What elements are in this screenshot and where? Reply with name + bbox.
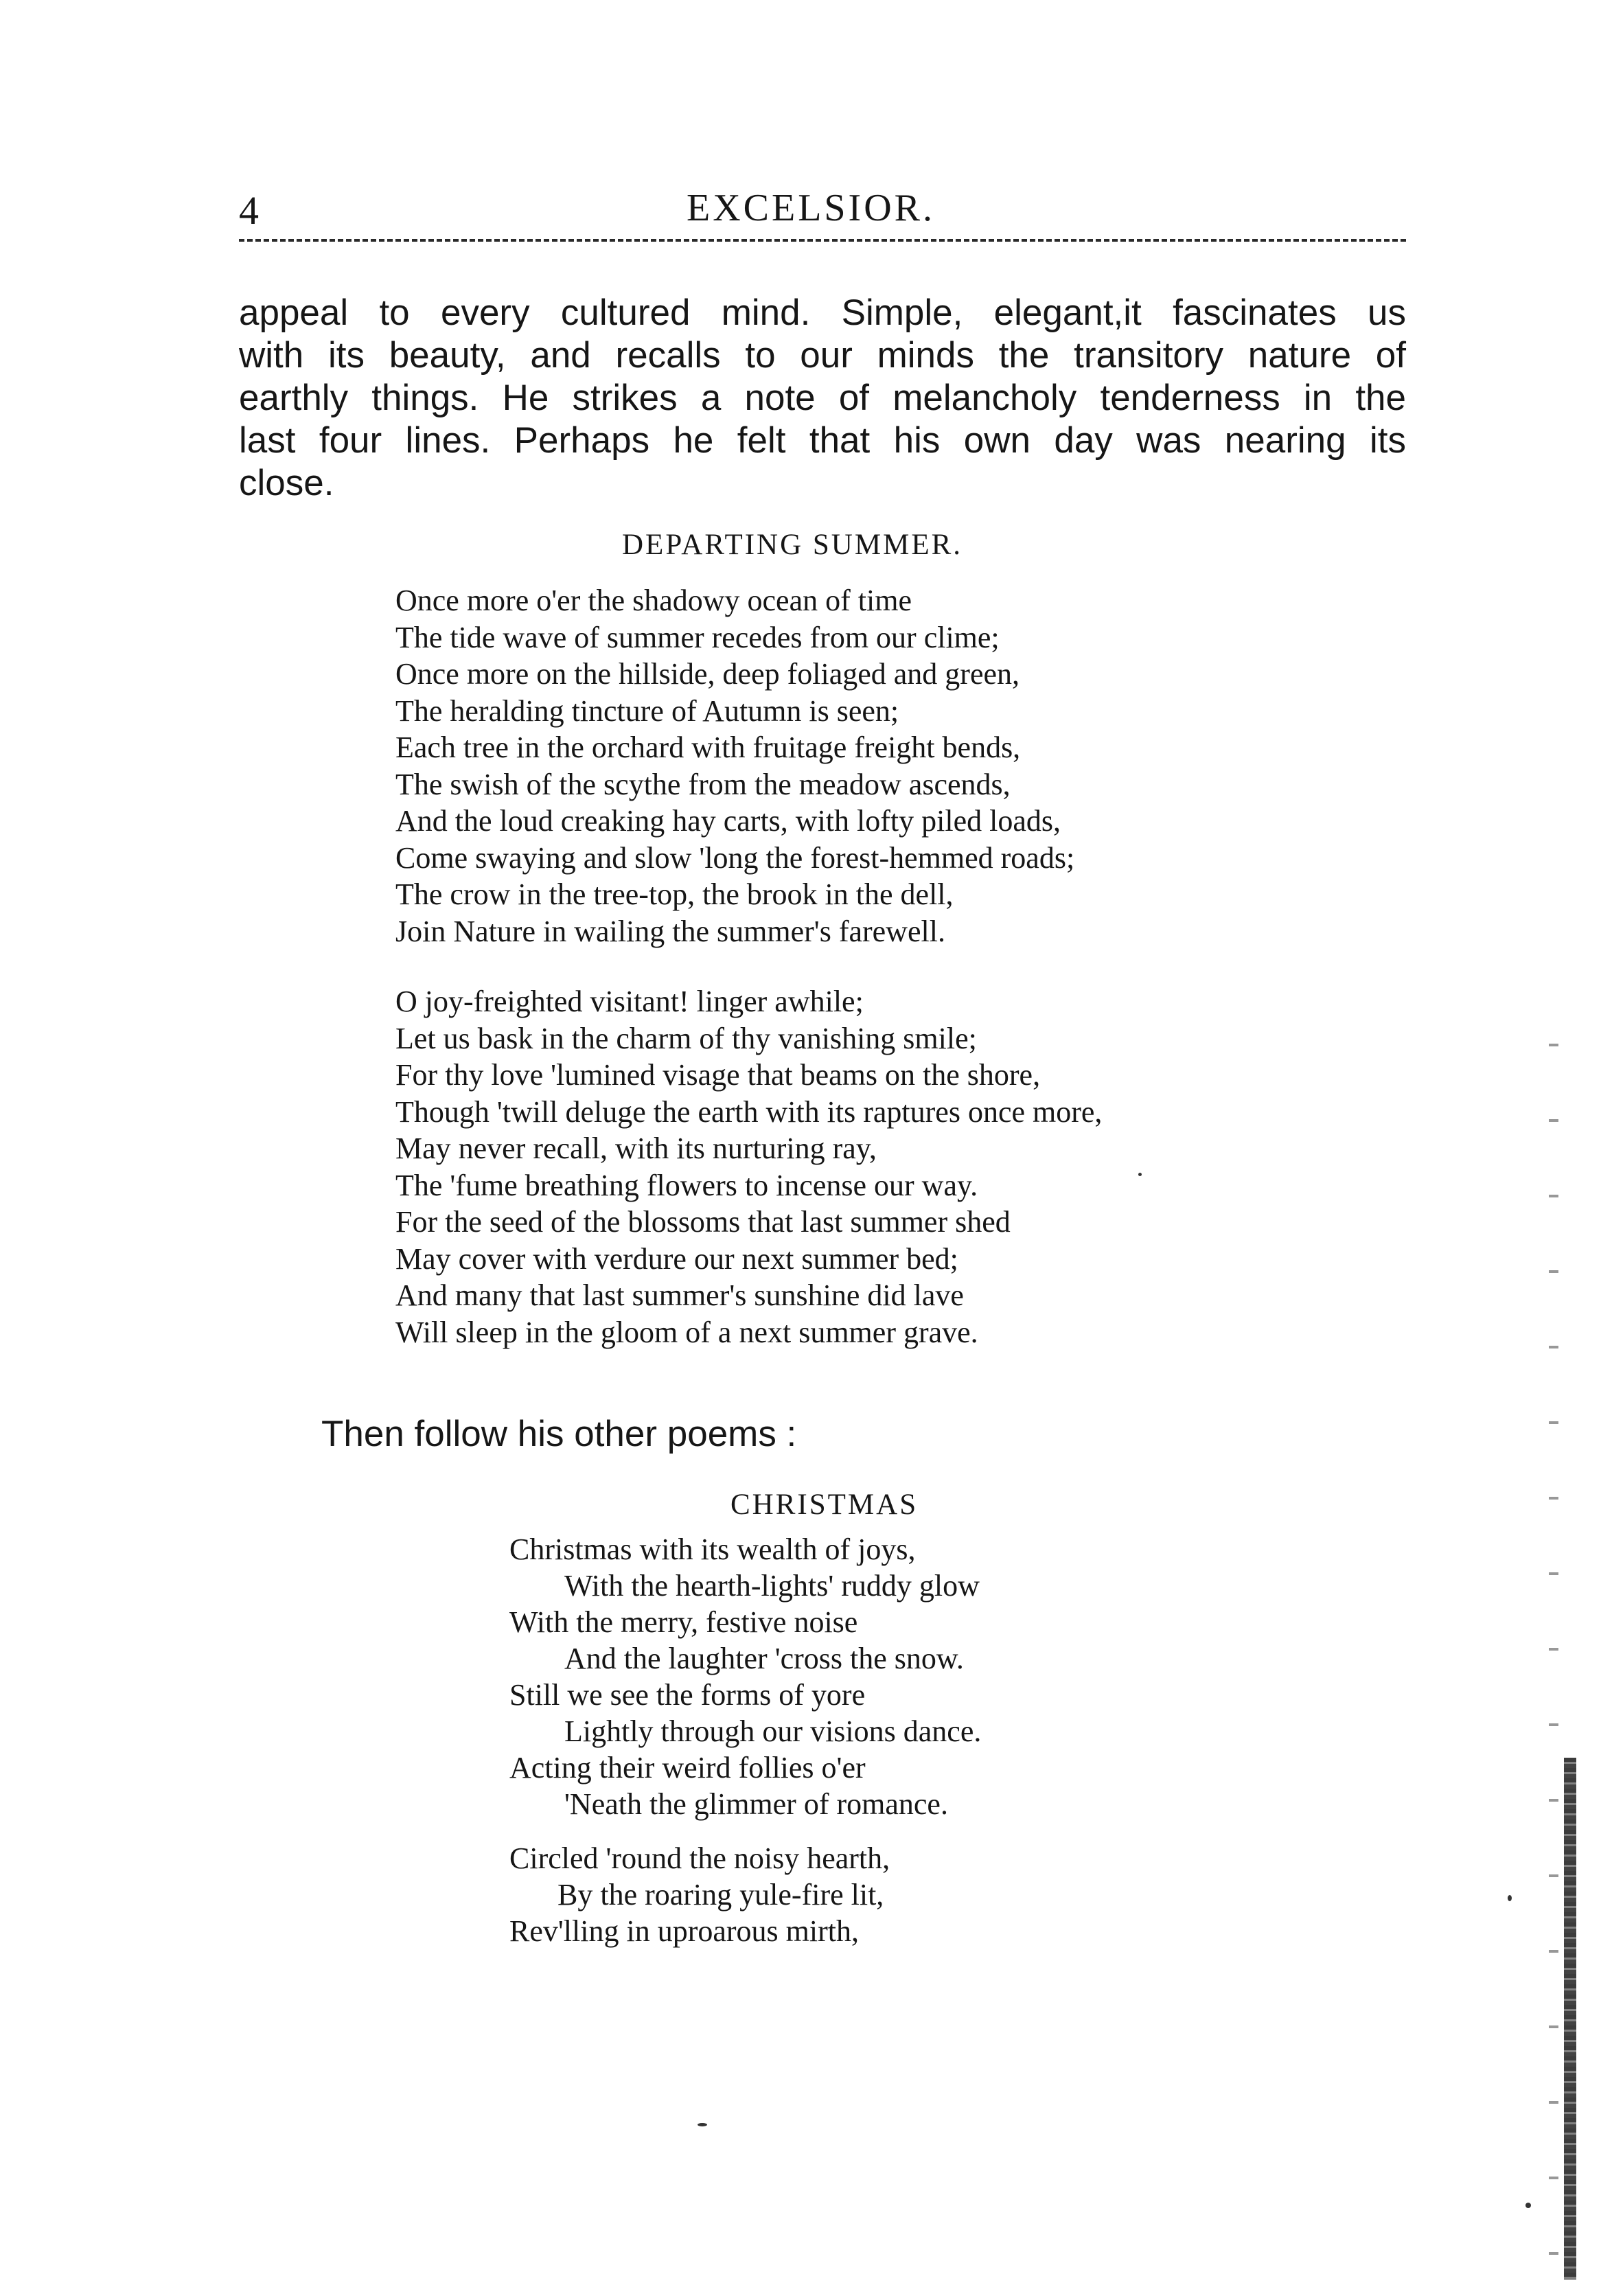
transition-text [321,1413,796,1456]
running-title: EXCELSIOR. [687,187,935,229]
intro-line: appeal to every cultured mind. Simple, elegant,it fascinates us [239,292,1406,333]
intro-line: with its beauty, and recalls to our minds the transitory nature of [239,335,1406,376]
scan-binding-edge [1564,1758,1576,2280]
verse-line: Circled 'round the noisy hearth, [509,1841,890,1875]
stanza [395,983,1102,1351]
scan-speck [698,2123,707,2126]
verse-line: And the loud creaking hay carts, with lofty piled loads, [395,804,1061,838]
verse-line: Once more on the hillside, deep foliaged and green, [395,657,1020,691]
verse-line: May cover with verdure our next summer bed; [395,1241,958,1276]
verse-line: Come swaying and slow 'long the forest-hemmed roads; [395,840,1075,875]
verse-line: Will sleep in the gloom of a next summer grave. [395,1315,978,1349]
verse-line: Each tree in the orchard with fruitage freight bends, [395,731,1021,764]
verse-line: 'Neath the glimmer of romance. [564,1787,948,1821]
scan-margin-specks [1549,1002,1558,2280]
verse-line: The swish of the scythe from the meadow ascends, [395,767,1011,801]
verse-line: And many that last summer's sunshine did lave [395,1278,964,1312]
verse-line: With the hearth-lights' ruddy glow [564,1569,980,1603]
transition-line: Then follow his other poems : [321,1414,797,1454]
stanza [509,1531,981,1822]
verse-line: And the laughter 'cross the snow. [564,1642,964,1675]
verse-line: Though 'twill deluge the earth with its raptures once more, [395,1094,1103,1129]
stanza [509,1840,890,1949]
poem-title-christmas: CHRISTMAS [730,1489,919,1521]
verse-line: By the roaring yule-fire lit, [557,1878,884,1912]
verse-line: Once more o'er the shadowy ocean of time [395,584,912,617]
verse-line: The tide wave of summer recedes from our clime; [395,620,1000,654]
verse-line: Lightly through our visions dance. [564,1714,982,1748]
intro-line: earthly things. He strikes a note of melancholy tenderness in the [239,378,1406,418]
header-rule [239,239,1406,242]
verse-line: The 'fume breathing flowers to incense our way. [395,1168,978,1202]
verse-line: Join Nature in wailing the summer's farewell. [395,914,945,948]
verse-line: The heralding tincture of Autumn is seen; [395,693,899,728]
verse-line: O joy-freighted visitant! linger awhile; [395,985,864,1018]
scan-speck [1508,1895,1512,1901]
page-number: 4 [239,188,259,233]
verse-line: Rev'lling in uproarous mirth, [509,1914,859,1948]
verse-line: Christmas with its wealth of joys, [509,1532,916,1566]
intro-paragraph [239,292,1406,505]
verse-line: The crow in the tree-top, the brook in the dell, [395,877,954,911]
verse-line: For thy love 'lumined visage that beams on the shore, [395,1058,1041,1092]
stanza [395,582,1074,950]
verse-line: Still we see the forms of yore [509,1678,866,1712]
poem-title-departing-summer: DEPARTING SUMMER. [622,529,963,561]
verse-line: With the merry, festive noise [509,1605,858,1639]
scan-speck [1138,1173,1142,1176]
verse-line: Acting their weird follies o'er [509,1751,866,1784]
scan-speck [1525,2203,1531,2208]
verse-line: Let us bask in the charm of thy vanishing smile; [395,1021,977,1055]
intro-line: close. [239,463,334,503]
verse-line: For the seed of the blossoms that last summer shed [395,1205,1011,1239]
verse-line: May never recall, with its nurturing ray, [395,1132,877,1165]
intro-line: last four lines. Perhaps he felt that his own day was nearing its [239,420,1406,461]
